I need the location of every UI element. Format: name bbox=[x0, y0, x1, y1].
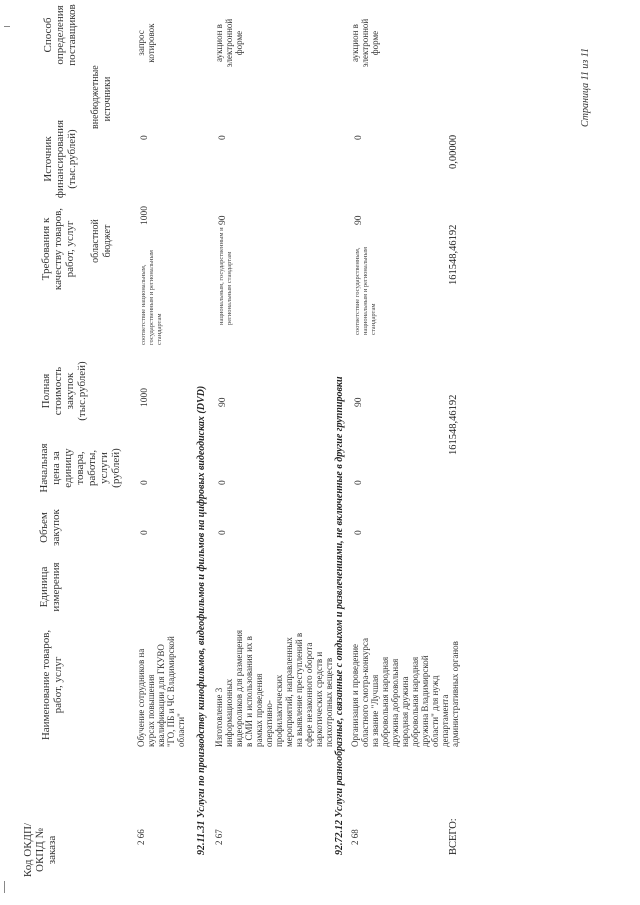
row-68-code: 2 68 bbox=[350, 829, 360, 845]
row-66-code: 2 66 bbox=[136, 829, 146, 845]
page-number: Страница 11 из 11 bbox=[580, 47, 591, 127]
row-67-unit-price: 0 bbox=[218, 480, 228, 485]
scan-mark bbox=[4, 881, 5, 893]
row-67-method: аукцион в электронной форме bbox=[214, 18, 244, 68]
row-67-code: 2 67 bbox=[214, 829, 224, 845]
header-requirements: Требования к качеству товаров, работ, услуг bbox=[40, 207, 76, 291]
row-67-extra: 0 bbox=[218, 135, 228, 140]
row-68-full-cost: 90 bbox=[354, 397, 364, 407]
row-67-volume: 0 bbox=[218, 530, 228, 535]
row-68-extra: 0 bbox=[354, 135, 364, 140]
row-66-requirements: соответствие национальным, государственным и региональным стандартам bbox=[140, 250, 163, 345]
row-68-unit-price: 0 bbox=[354, 480, 364, 485]
total-extra: 0,00000 bbox=[448, 134, 459, 169]
row-68-volume: 0 bbox=[354, 530, 364, 535]
total-label: ВСЕГО: bbox=[448, 818, 459, 855]
header-funding-regional: областной бюджет bbox=[90, 219, 113, 263]
row-66-unit-price: 0 bbox=[140, 480, 150, 485]
header-funding: Источник финансирования (тыс.рублей) bbox=[42, 119, 78, 199]
section-92-72-12: 92.72.12 Услуги разнообразные, связанные с отдыхом и развлечениями, не включенные в другие группировки bbox=[334, 376, 345, 855]
section-92-11-31: 92.11.31 Услуги по производству кинофильмов, видеофильмов и фильмов на цифровых видеодисках (DVD) bbox=[196, 385, 207, 855]
total-full-cost: 161548,46192 bbox=[448, 394, 459, 455]
header-full-cost: Полная стоимость закупок (тыс.рублей) bbox=[40, 361, 88, 421]
header-method: Способ определения поставщиков bbox=[42, 4, 78, 66]
row-66-name: Обучение сотрудников на курсах повышения квалификации для ГКУВО "ГО, ПБ и ЧС Владимирской области" bbox=[136, 636, 186, 747]
row-68-method: аукцион в электронной форме bbox=[350, 18, 380, 68]
row-68-requirements: соответствие государственным, национальным и региональным стандартам bbox=[354, 246, 377, 335]
row-66-extra: 0 bbox=[140, 135, 150, 140]
row-67-regional: 90 bbox=[218, 215, 228, 225]
row-66-full-cost: 1000 bbox=[140, 388, 150, 407]
row-67-full-cost: 90 bbox=[218, 397, 228, 407]
header-volume: Объем закупок bbox=[38, 509, 62, 546]
total-regional: 161548,46192 bbox=[448, 224, 459, 285]
header-funding-extra: внебюджетные источники bbox=[90, 65, 113, 129]
row-68-name: Организация и проведение областного смотра-конкурса на звание "Лучшая добровольная народная дружина добровольная народная дружина добровольная народная дружина Владимирской области" для нужд департамента административных органов bbox=[350, 638, 460, 747]
header-code: Код ОКДП/ ОКПД № заказа bbox=[22, 822, 58, 878]
scan-mark bbox=[4, 26, 10, 27]
row-67-name: Изготовление 3 информационных видеороликов для размещения в СМИ и использования их в рамках проведения оперативно-профилактических мероприятий, направленных на выявление преступлений в сфере незаконного оборота наркотических средств и психотропных веществ bbox=[214, 629, 334, 747]
header-unit: Единица измерения bbox=[38, 562, 62, 612]
row-66-regional: 1000 bbox=[140, 206, 150, 225]
header-name: Наименование товаров, работ, услуг bbox=[40, 629, 64, 741]
row-68-regional: 90 bbox=[354, 215, 364, 225]
header-unit-price: Начальная цена за единицу товара, работы, услуги (рублей) bbox=[38, 443, 122, 493]
row-67-requirements: национальным, государственным и региональным стандартам bbox=[218, 227, 233, 325]
row-66-volume: 0 bbox=[140, 530, 150, 535]
row-66-method: запрос котировок bbox=[136, 23, 156, 63]
